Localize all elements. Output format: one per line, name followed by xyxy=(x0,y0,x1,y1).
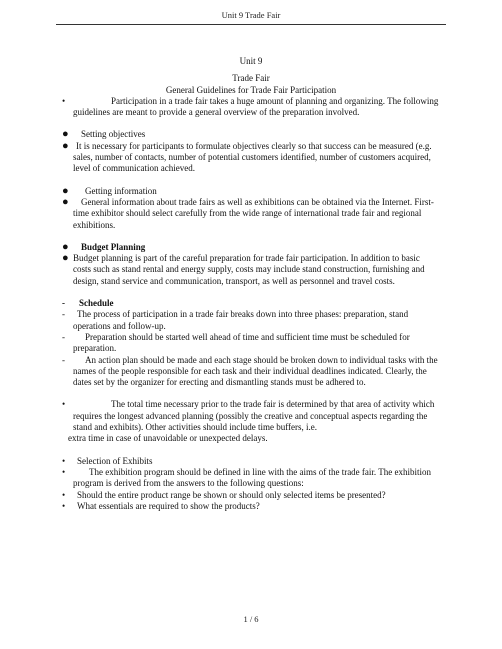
section-heading-objectives: ● Setting objectives xyxy=(62,128,146,141)
dash-marker: - xyxy=(62,309,65,320)
exhibits-paragraph: • The exhibition program should be defined in line with the aims of the trade fair. The exhibition program is derived from the answers to the following questions: xyxy=(62,466,431,489)
page-number: 1 / 6 xyxy=(243,614,259,624)
objectives-paragraph: ● It is necessary for participants to formulate objectives clearly so that success can be measured (e.g. sales, number of contacts, number of potential customers identified, number of customers acquired, level of communication achieved. xyxy=(62,139,432,174)
bullet-icon: ● xyxy=(62,240,69,253)
bullet-icon: • xyxy=(62,399,66,410)
section-heading-schedule: - Schedule xyxy=(62,298,114,309)
schedule-item: - An action plan should be made and each stage should be broken down to individual tasks with the names of the people responsible for each task and their individual deadlines indicated. Clearly, the dates set by the organizer for erecting and dismantling stands must be adhered to. xyxy=(62,354,438,388)
bullet-icon: • xyxy=(62,489,66,500)
budget-paragraph: ● Budget planning is part of the careful preparation for trade fair participation. In addition to basic costs such as stand rental and energy supply, costs may include stand construction, furnishing and design, stand service and communication, transport, as well as personnel and travel costs. xyxy=(62,252,425,286)
question-item: • What essentials are required to show the products? xyxy=(62,500,260,511)
document-title: Trade Fair xyxy=(232,73,270,84)
bullet-icon: • xyxy=(62,500,66,511)
header-rule xyxy=(56,24,446,25)
unit-number: Unit 9 xyxy=(239,56,263,66)
section-heading-exhibits: • Selection of Exhibits xyxy=(62,455,153,466)
bullet-icon: ● xyxy=(62,139,69,152)
intro-paragraph: • Participation in a trade fair takes a huge amount of planning and organizing. The following guidelines are meant to provide a general overview of the preparation involved. xyxy=(62,95,439,118)
schedule-item: - Preparation should be started well ahead of time and sufficient time must be scheduled for preparation. xyxy=(62,331,410,354)
bullet-icon: ● xyxy=(62,128,69,141)
bullet-icon: • xyxy=(62,466,66,477)
bullet-icon: ● xyxy=(62,195,69,208)
bullet-icon: ● xyxy=(62,184,69,197)
bullet-icon: • xyxy=(62,455,66,466)
bullet-icon: ● xyxy=(62,252,69,265)
dash-marker: - xyxy=(62,298,65,309)
section-heading-info: ● Getting information xyxy=(62,184,157,197)
total-time-continuation: extra time in case of unavoidable or unexpected delays. xyxy=(68,433,268,444)
bullet-icon: • xyxy=(62,95,66,106)
document-subtitle: General Guidelines for Trade Fair Participation xyxy=(165,84,337,95)
section-heading-budget: ● Budget Planning xyxy=(62,240,146,253)
dash-marker: - xyxy=(62,331,65,342)
schedule-item: - The process of participation in a trade fair breaks down into three phases: preparation, stand operations and follow-up. xyxy=(62,309,409,331)
total-time-paragraph: • The total time necessary prior to the trade fair is determined by that area of activity which requires the longest advanced planning (possibly the creative and conceptual aspects regarding the stand and exhibits). Other activities should include time buffers, i.e. xyxy=(62,399,435,433)
question-item: • Should the entire product range be shown or should only selected items be presented? xyxy=(62,489,386,500)
info-paragraph: ● General information about trade fairs as well as exhibitions can be obtained via the Internet. First-time exhibitor should select carefully from the wide range of international trade fair and regional exhibitions. xyxy=(62,195,434,230)
running-header: Unit 9 Trade Fair xyxy=(221,10,281,20)
dash-marker: - xyxy=(62,354,65,365)
document-body xyxy=(62,56,440,512)
